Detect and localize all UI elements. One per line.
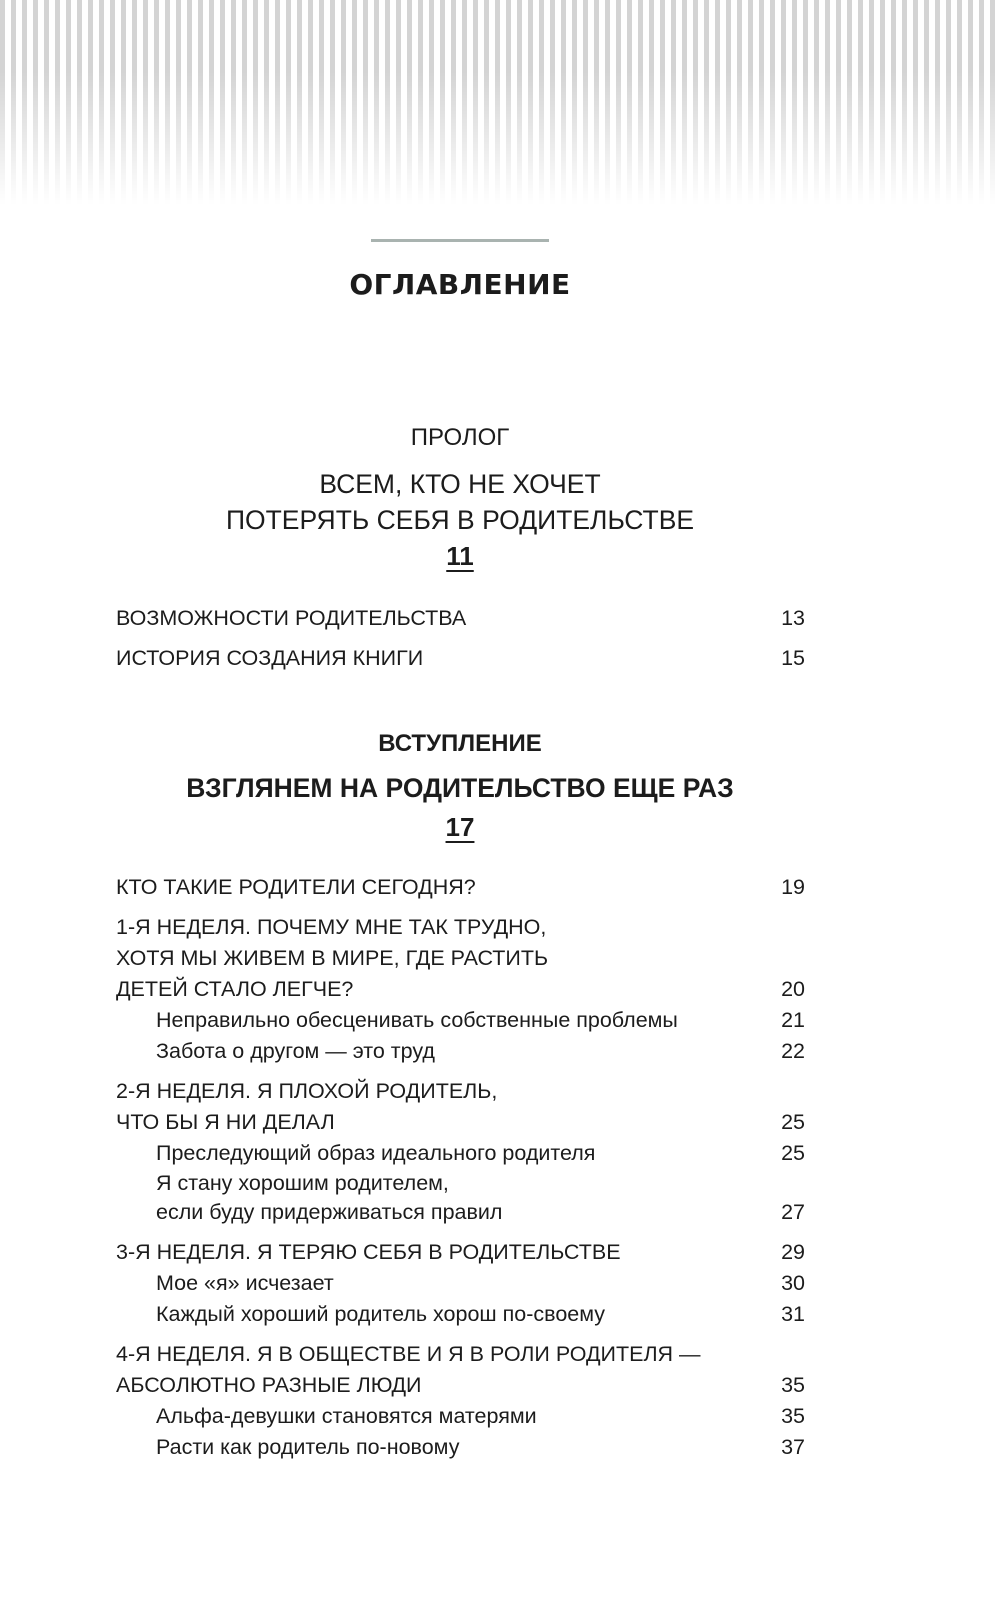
toc-subentry[interactable] <box>116 1268 805 1299</box>
week1-chapter[interactable] <box>116 912 805 1005</box>
toc-entry-page: 35 <box>781 1373 805 1397</box>
toc-entry-page: 21 <box>781 1008 805 1032</box>
week1-line2: ХОТЯ МЫ ЖИВЕМ В МИРЕ, ГДЕ РАСТИТЬ <box>116 946 549 970</box>
toc-entry-text: Неправильно обесценивать собственные проблемы <box>156 1008 678 1032</box>
toc-subentry[interactable] <box>116 1197 805 1228</box>
week4-line1: 4-Я НЕДЕЛЯ. Я В ОБЩЕСТВЕ И Я В РОЛИ РОДИТЕЛЯ — <box>116 1342 701 1366</box>
intro-label: ВСТУПЛЕНИЕ <box>378 730 542 757</box>
prologue-heading-line1: ВСЕМ, КТО НЕ ХОЧЕТ <box>319 469 601 499</box>
toc-entry-page: 20 <box>781 977 805 1001</box>
toc-subentry[interactable] <box>116 1005 805 1036</box>
intro-page[interactable] <box>0 812 920 843</box>
toc-entry-text: ВОЗМОЖНОСТИ РОДИТЕЛЬСТВА <box>116 606 467 630</box>
toc-entry-text: ИСТОРИЯ СОЗДАНИЯ КНИГИ <box>116 646 424 670</box>
toc-entry-text: 3-Я НЕДЕЛЯ. Я ТЕРЯЮ СЕБЯ В РОДИТЕЛЬСТВЕ <box>116 1240 621 1264</box>
toc-entry-page: 25 <box>781 1110 805 1134</box>
toc-entry-page: 22 <box>781 1039 805 1063</box>
toc-entry-text: ЧТО БЫ Я НИ ДЕЛАЛ <box>116 1110 335 1134</box>
toc-entry-text: Преследующий образ идеального родителя <box>156 1141 596 1165</box>
toc-subentry[interactable] <box>116 1401 805 1432</box>
week2-chapter[interactable] <box>116 1076 805 1138</box>
toc-entry-page: 19 <box>781 875 805 899</box>
toc-entry-page: 15 <box>781 646 805 670</box>
toc-subentry-multiline[interactable] <box>116 1169 805 1228</box>
week3-entry[interactable] <box>116 1237 805 1268</box>
week4-chapter[interactable] <box>116 1339 805 1401</box>
prologue-page[interactable] <box>0 541 920 572</box>
intro-heading <box>0 770 920 806</box>
title-rule <box>371 239 549 242</box>
toc-entry-text: ДЕТЕЙ СТАЛО ЛЕГЧЕ? <box>116 977 354 1001</box>
intro-heading-line1: ВЗГЛЯНЕМ НА РОДИТЕЛЬСТВО ЕЩЕ РАЗ <box>186 773 734 803</box>
intro-page-number[interactable]: 17 <box>445 812 475 842</box>
prologue-entries <box>116 603 805 674</box>
toc-subentry[interactable] <box>116 1299 805 1330</box>
toc-entry-page: 35 <box>781 1404 805 1428</box>
week1-line1: 1-Я НЕДЕЛЯ. ПОЧЕМУ МНЕ ТАК ТРУДНО, <box>116 915 547 939</box>
toc-subentry[interactable] <box>116 1036 805 1067</box>
prologue-page-number[interactable]: 11 <box>446 541 474 571</box>
week2-line1: 2-Я НЕДЕЛЯ. Я ПЛОХОЙ РОДИТЕЛЬ, <box>116 1079 498 1103</box>
toc-entry-text: КТО ТАКИЕ РОДИТЕЛИ СЕГОДНЯ? <box>116 875 476 899</box>
prologue-heading-line2: ПОТЕРЯТЬ СЕБЯ В РОДИТЕЛЬСТВЕ <box>225 505 695 535</box>
toc-subentry[interactable] <box>116 1138 805 1169</box>
toc-entry-text: Каждый хороший родитель хорош по-своему <box>156 1302 606 1326</box>
prologue-heading <box>0 466 920 538</box>
toc-entry[interactable] <box>116 643 805 674</box>
toc-subentry[interactable] <box>116 1432 805 1463</box>
week4-entry[interactable] <box>116 1370 805 1401</box>
toc-entry-page: 13 <box>781 606 805 630</box>
page-title: ОГЛАВЛЕНИЕ <box>349 268 571 301</box>
toc-entry[interactable] <box>116 872 805 903</box>
toc-entry-page: 25 <box>781 1141 805 1165</box>
decorative-stripes <box>0 0 1000 205</box>
toc-entry-text: Мое «я» исчезает <box>156 1271 334 1295</box>
toc-entry-page: 29 <box>781 1240 805 1264</box>
toc-entry-page: 30 <box>781 1271 805 1295</box>
toc-entry-text: Забота о другом — это труд <box>156 1039 435 1063</box>
toc-entry-page: 37 <box>781 1435 805 1459</box>
week1-entry[interactable] <box>116 974 805 1005</box>
week2-entry[interactable] <box>116 1107 805 1138</box>
toc-entry-text: Альфа-девушки становятся матерями <box>156 1404 537 1428</box>
toc-entry-text: если буду придерживаться правил <box>156 1200 503 1224</box>
prologue-label: ПРОЛОГ <box>410 424 510 451</box>
toc-entry-text: АБСОЛЮТНО РАЗНЫЕ ЛЮДИ <box>116 1373 422 1397</box>
toc-subentry-line1: Я стану хорошим родителем, <box>156 1171 449 1195</box>
toc-entry-page: 31 <box>781 1302 805 1326</box>
toc-entry-page: 27 <box>781 1200 805 1224</box>
main-entries <box>116 872 805 1463</box>
toc-entry-text: Расти как родитель по-новому <box>156 1435 460 1459</box>
toc-entry[interactable] <box>116 603 805 634</box>
